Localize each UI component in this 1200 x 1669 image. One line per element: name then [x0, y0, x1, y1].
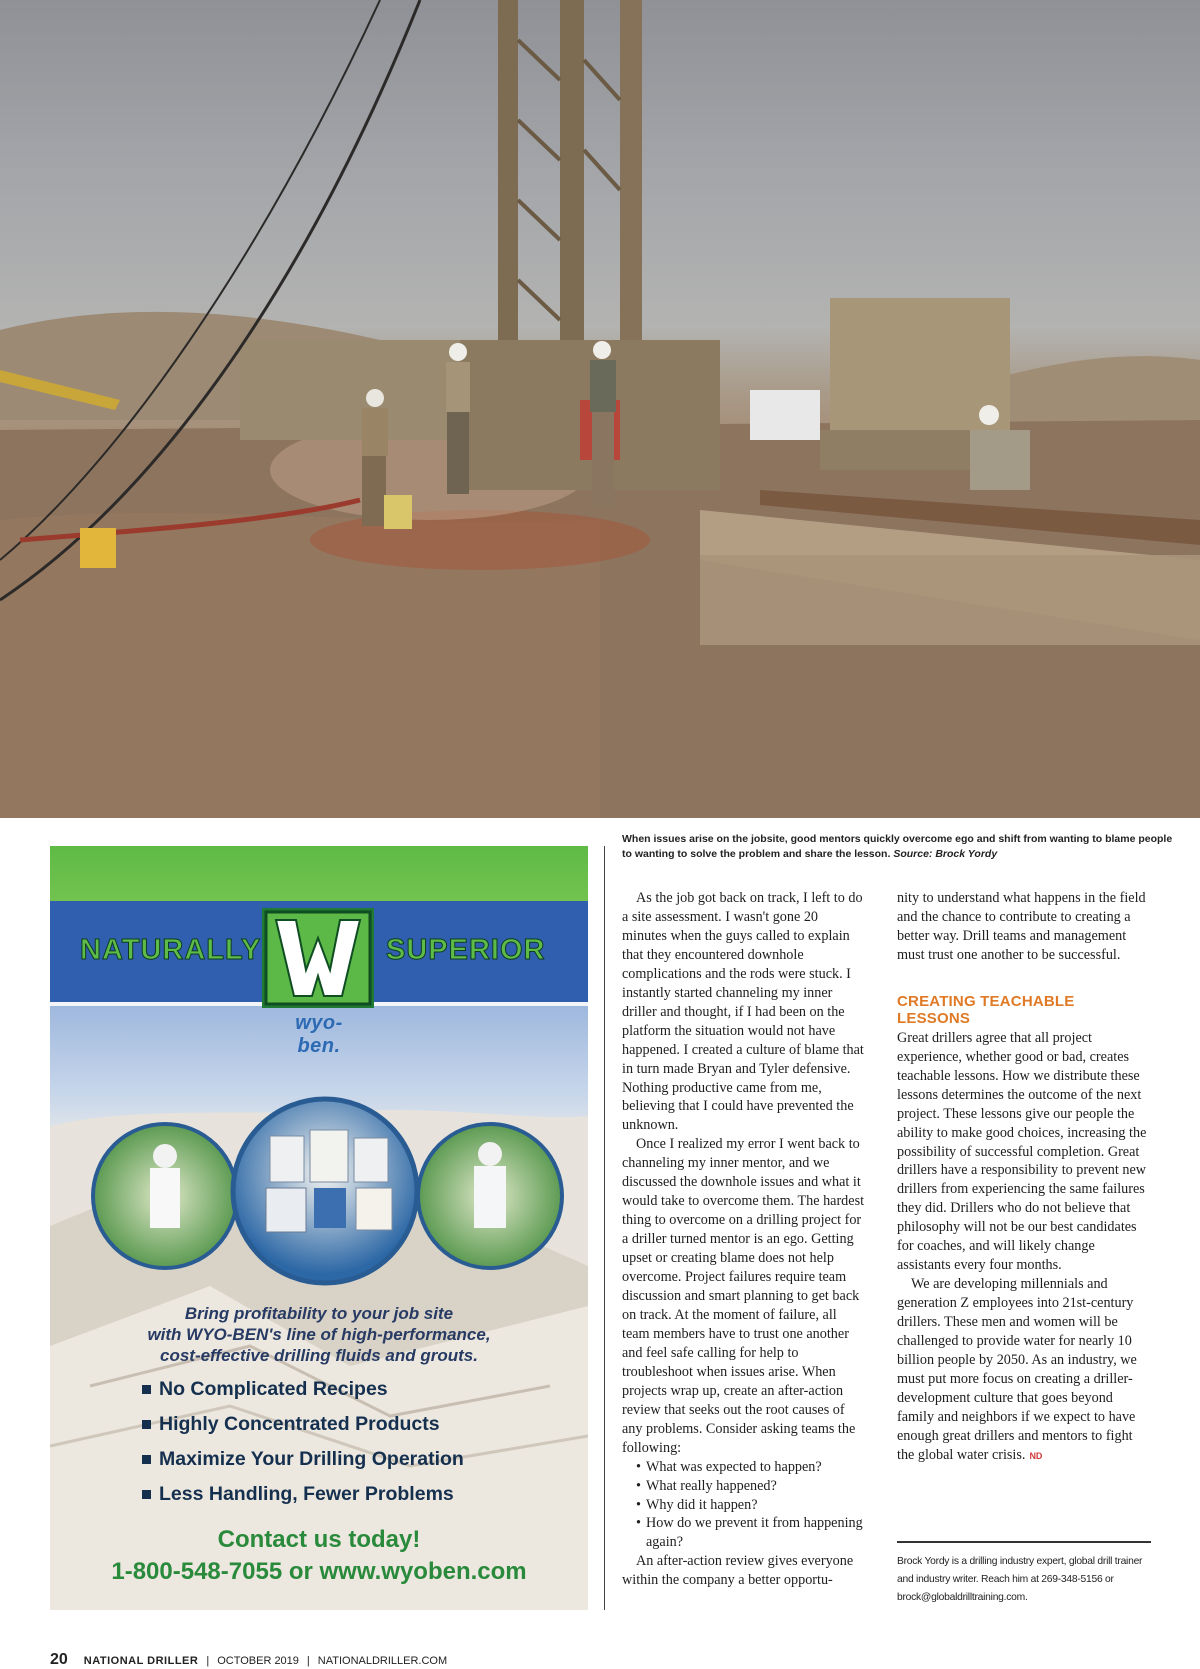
- magazine-name: NATIONAL DRILLER: [83, 1655, 199, 1667]
- ad-tagline-line-2: with WYO-BEN's line of high-performance,: [147, 1325, 491, 1344]
- ad-headline-right: SUPERIOR: [386, 934, 546, 966]
- hero-photo: [0, 0, 1200, 818]
- end-mark: ND: [1029, 1450, 1043, 1461]
- caption-source: Source: Brock Yordy: [893, 848, 998, 860]
- bullet-square-icon: [142, 1455, 151, 1464]
- caption-text: When issues arise on the jobsite, good mentors quickly overcome ego and shift from wanting to blame people to wanting to solve the problem and share the lesson.: [622, 833, 1173, 860]
- list-item: • How do we prevent it from happening again?: [636, 1515, 863, 1551]
- ad-bullet: No Complicated Recipes: [142, 1378, 388, 1401]
- page-number: 20: [50, 1651, 68, 1668]
- paragraph: As the job got back on track, I left to do a site assessment. I wasn't gone 20 minutes when the guys called to explain that they encountered downhole complications and the rods were stuck. I instantly started channeling my inner driller and thought, if I had been on the platform the situation would not have happened. I created a culture of blame that in turn made Bryan and Tyler defensive. Nothing productive came from me, believing that I could have prevented the unknown.: [622, 890, 864, 1134]
- ad-brand-name: wyo-ben.: [295, 1012, 343, 1057]
- ad-bullet: Highly Concentrated Products: [142, 1413, 440, 1436]
- ad-bullet: Less Handling, Fewer Problems: [142, 1483, 454, 1506]
- article-column-2: [897, 889, 1151, 1466]
- ad-product-photos: [70, 1096, 570, 1296]
- section-subhead: CREATING TEACHABLE LESSONS: [897, 992, 1075, 1027]
- ad-tagline-line-1: Bring profitability to your job site: [184, 1304, 454, 1323]
- paragraph: Once I realized my error I went back to channeling my inner mentor, and we discussed the downhole issues and what it would take to overcome them. The hardest thing to overcome on a drilling project for a driller turned mentor is an ego. Getting upset or creating blame does not help overcome. Project failures require team discussion and smart planning to get back on track. At the moment of failure, all team members have to trust one another and feel safe calling for help to troubleshoot when issues arise. When projects wrap up, create an after-action review that seeks out the root causes of any problems. Consider asking teams the following:: [622, 1136, 865, 1456]
- ad-green-header: [50, 846, 588, 901]
- page-footer: 20 NATIONAL DRILLER | OCTOBER 2019 | NATIONALDRILLER.COM: [50, 1651, 448, 1668]
- bullet-square-icon: [142, 1420, 151, 1429]
- ad-phone-and-website[interactable]: 1-800-548-7055 or www.wyoben.com: [111, 1558, 527, 1585]
- article-column-1: [622, 889, 866, 1590]
- bio-divider: [897, 1541, 1151, 1543]
- bullet-square-icon: [142, 1385, 151, 1394]
- author-bio: Brock Yordy is a drilling industry expert, global drill trainer and industry writer. Reach him at 269-348-5156 or brock@globaldrilltraining.com.: [897, 1556, 1143, 1603]
- ad-headline-left: NATURALLY: [80, 934, 262, 966]
- review-question-list: [622, 1458, 866, 1553]
- drill-site-illustration: [0, 0, 1200, 818]
- list-item: • Why did it happen?: [636, 1496, 758, 1513]
- paragraph: An after-action review gives everyone within the company a better opportu-: [622, 1553, 854, 1589]
- bullet-square-icon: [142, 1490, 151, 1499]
- paragraph: nity to understand what happens in the field and the chance to contribute to creating a better way. Drill teams and management must trust one another to be successful.: [897, 890, 1146, 963]
- website-link[interactable]: NATIONALDRILLER.COM: [317, 1655, 448, 1667]
- column-divider: [604, 846, 605, 1610]
- wyoben-logo-icon: [262, 908, 374, 1008]
- wyoben-advertisement[interactable]: [50, 846, 588, 1610]
- list-item: • What really happened?: [636, 1477, 777, 1494]
- ad-tagline-line-3: cost-effective drilling fluids and grouts.: [159, 1346, 478, 1365]
- ad-contact-heading: Contact us today!: [217, 1526, 421, 1553]
- photo-caption: [622, 832, 1182, 862]
- paragraph: Great drillers agree that all project experience, whether good or bad, creates teachable lessons. How we distribute these lessons determines the outcome of the next project. These lessons give our people the ability to make good choices, increasing the possibility of successful completion. Great drillers have a responsibility to prevent new drillers from experiencing the same failures they did. Drillers who do not believe that philosophy will not be our best candidates for coaches, and will likely change assistants every four months.: [897, 1029, 1147, 1274]
- ad-bullet: Maximize Your Drilling Operation: [142, 1448, 464, 1471]
- issue-date: OCTOBER 2019: [217, 1655, 299, 1667]
- list-item: • What was expected to happen?: [636, 1458, 822, 1475]
- paragraph: We are developing millennials and generation Z employees into 21st-century drillers. These men and women will be challenged to provide water for nearly 10 billion people by 2050. As an industry, we must put more focus on creating a driller-development culture that goes beyond family and neighbors if we expect to have enough great drillers and mentors to fight the global water crisis. ND: [897, 1276, 1137, 1463]
